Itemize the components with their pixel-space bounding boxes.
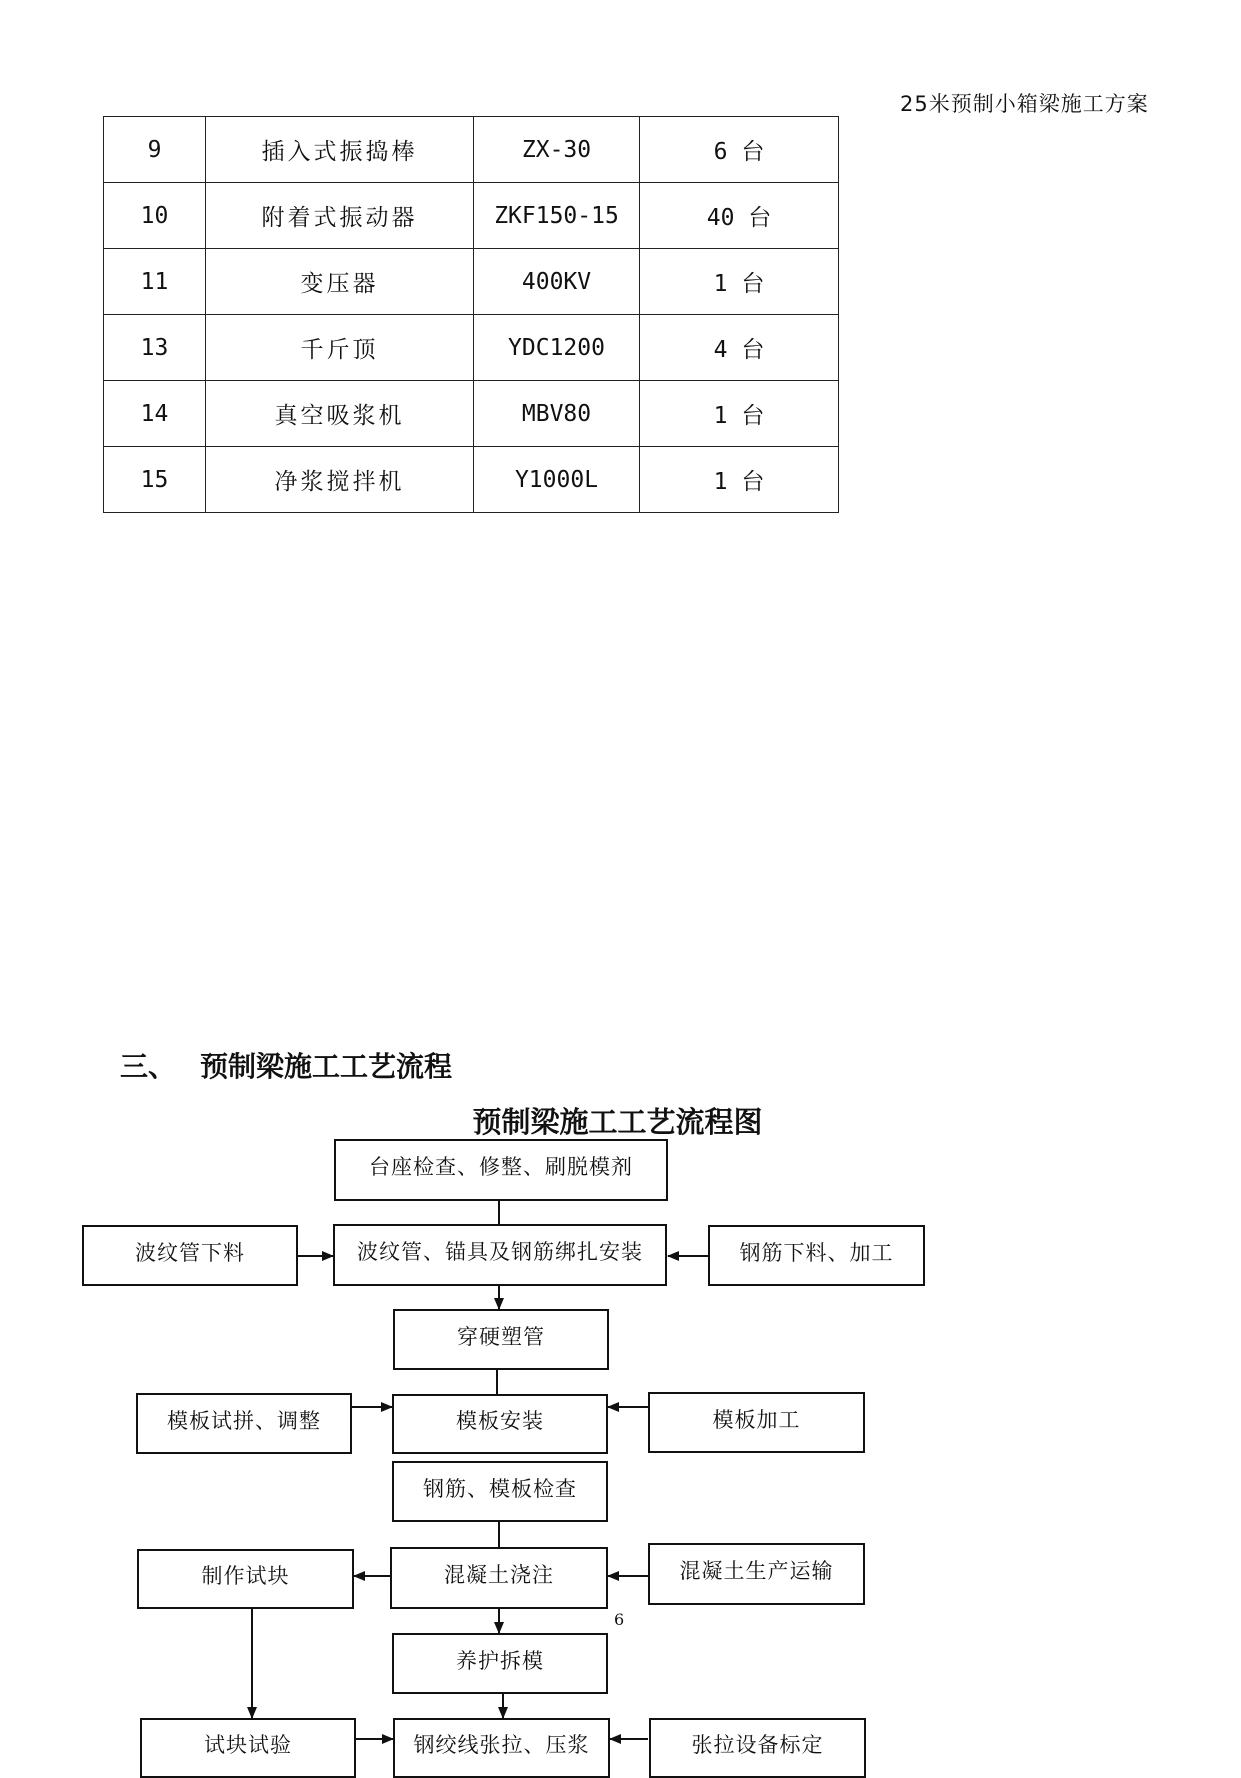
equipment-quantity: 4 台 <box>640 315 839 381</box>
equipment-name: 真空吸浆机 <box>206 381 474 447</box>
equipment-number: 15 <box>104 447 206 513</box>
equipment-model: ZKF150-15 <box>474 183 640 249</box>
equipment-model: YDC1200 <box>474 315 640 381</box>
step-duct-cutting: 波纹管下料 <box>82 1225 298 1286</box>
step-duct-anchor-rebar: 波纹管、锚具及钢筋绑扎安装 <box>333 1224 667 1286</box>
step-specimen-test: 试块试验 <box>140 1718 356 1778</box>
page-number: 6 <box>614 1610 625 1629</box>
step-make-specimen: 制作试块 <box>137 1549 354 1609</box>
equipment-quantity: 1 台 <box>640 447 839 513</box>
equipment-model: 400KV <box>474 249 640 315</box>
equipment-number: 10 <box>104 183 206 249</box>
equipment-quantity: 1 台 <box>640 249 839 315</box>
equipment-number: 14 <box>104 381 206 447</box>
equipment-name: 净浆搅拌机 <box>206 447 474 513</box>
step-tensioning-grouting: 钢绞线张拉、压浆 <box>393 1718 610 1778</box>
flowchart-title-text: 预制梁施工工艺流程图 <box>472 1105 763 1139</box>
equipment-quantity: 40 台 <box>640 183 839 249</box>
step-insert-pipe: 穿硬塑管 <box>393 1309 609 1370</box>
equipment-name: 千斤顶 <box>206 315 474 381</box>
step-formwork-fabrication: 模板加工 <box>648 1392 865 1453</box>
equipment-quantity: 6 台 <box>640 117 839 183</box>
step-formwork-trial: 模板试拼、调整 <box>136 1393 352 1454</box>
step-rebar-formwork-check: 钢筋、模板检查 <box>392 1461 608 1522</box>
equipment-quantity: 1 台 <box>640 381 839 447</box>
equipment-name: 附着式振动器 <box>206 183 474 249</box>
equipment-number: 13 <box>104 315 206 381</box>
equipment-number: 9 <box>104 117 206 183</box>
equipment-model: MBV80 <box>474 381 640 447</box>
equipment-model: Y1000L <box>474 447 640 513</box>
section-title: 预制梁施工工艺流程 <box>200 1050 453 1083</box>
equipment-name: 变压器 <box>206 249 474 315</box>
step-rebar-cutting: 钢筋下料、加工 <box>708 1225 925 1286</box>
step-formwork-install: 模板安装 <box>392 1394 608 1454</box>
equipment-model: ZX-30 <box>474 117 640 183</box>
equipment-name: 插入式振捣棒 <box>206 117 474 183</box>
section-number: 三、 <box>120 1050 177 1083</box>
document-header: 25米预制小箱梁施工方案 <box>900 92 1149 116</box>
step-concrete-pour: 混凝土浇注 <box>390 1547 608 1609</box>
step-curing: 养护拆模 <box>392 1633 608 1694</box>
step-concrete-production: 混凝土生产运输 <box>648 1543 865 1605</box>
step-pedestal-check: 台座检查、修整、刷脱模剂 <box>334 1139 668 1201</box>
equipment-number: 11 <box>104 249 206 315</box>
step-equipment-calibration: 张拉设备标定 <box>649 1718 866 1778</box>
